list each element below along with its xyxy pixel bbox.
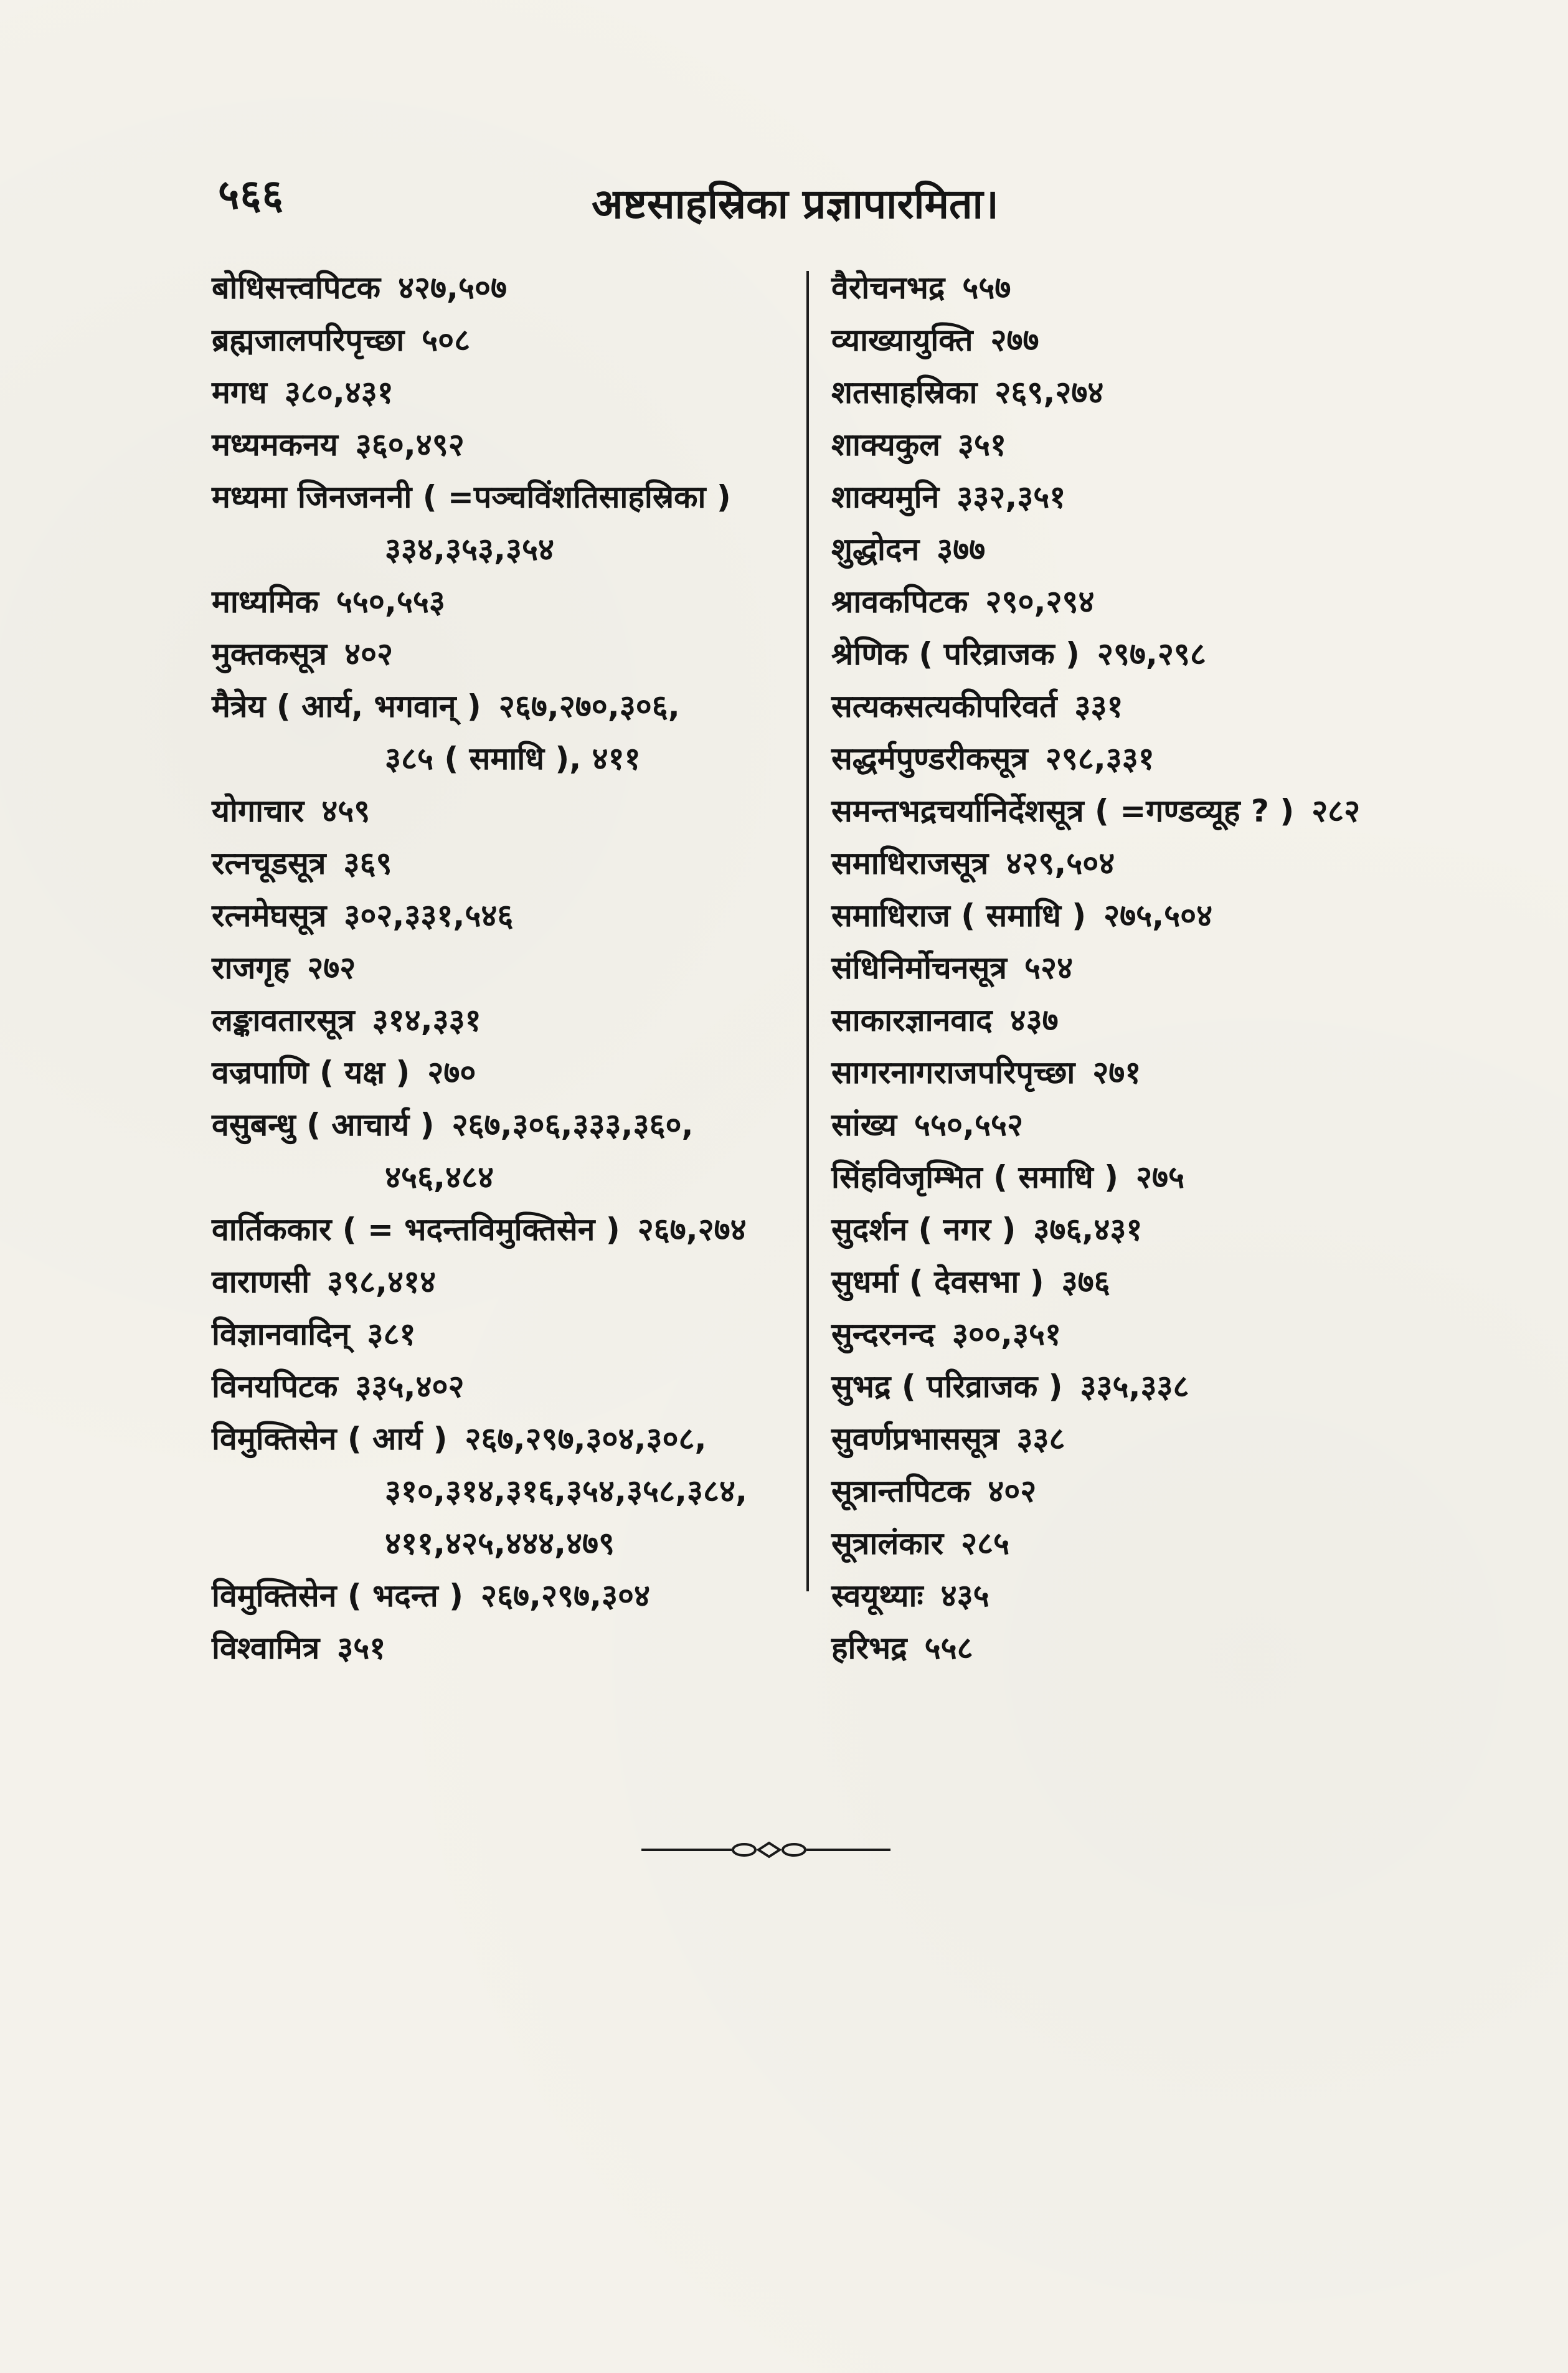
index-entry: [831, 1308, 1460, 1360]
entry-term: सद्धर्मपुण्डरीकसूत्र: [831, 741, 1028, 777]
entry-term: मगध: [212, 374, 267, 410]
entry-refs: २६७,२७०,३०६,: [498, 688, 680, 724]
entry-refs: २९७,२९८: [1097, 636, 1206, 672]
index-right-column: [831, 262, 1460, 1674]
entry-refs: ३५१: [958, 427, 1006, 463]
index-entry: [831, 366, 1460, 419]
entry-refs: ३८५ ( समाधि ), ४११: [385, 741, 641, 777]
entry-term: श्रावकपिटक: [831, 584, 968, 620]
entry-term: सुदर्शन ( नगर ): [831, 1211, 1016, 1248]
entry-term: वाराणसी: [212, 1264, 310, 1300]
index-entry: [212, 1622, 785, 1674]
entry-term: मध्यमकनय: [212, 427, 338, 463]
entry-refs: ३५१: [337, 1630, 386, 1666]
entry-term: माध्यमिक: [212, 584, 319, 620]
index-entry: [212, 1413, 785, 1465]
index-entry: [831, 732, 1460, 785]
entry-term: वार्तिककार ( = भदन्तविमुक्तिसेन ): [212, 1211, 620, 1248]
index-entry-continuation: [212, 1465, 785, 1517]
entry-term: व्याख्यायुक्ति: [831, 322, 973, 358]
entry-refs: २७५: [1136, 1159, 1185, 1195]
entry-term: सिंहविजृम्भित ( समाधि ): [831, 1159, 1119, 1195]
entry-term: रत्नमेघसूत्र: [212, 898, 327, 934]
entry-term: वसुबन्धु ( आचार्य ): [212, 1107, 435, 1143]
entry-term: सुभद्र ( परिव्राजक ): [831, 1368, 1063, 1404]
entry-refs: २९०,२९४: [985, 584, 1095, 620]
index-entry: [831, 785, 1460, 837]
index-entry: [831, 1360, 1460, 1413]
index-entry: [831, 628, 1460, 680]
index-entry: [831, 1465, 1460, 1517]
index-entry: [831, 837, 1460, 889]
entry-term: सागरनागराजपरिपृच्छा: [831, 1054, 1075, 1091]
entry-term: स्वयूथ्याः: [831, 1578, 923, 1614]
entry-term: समन्तभद्रचर्यानिर्देशसूत्र ( =गण्डव्यूह ? ): [831, 793, 1295, 829]
index-left-column: [212, 262, 785, 1674]
entry-refs: २६७,३०६,३३३,३६०,: [451, 1107, 694, 1143]
index-entry: [212, 471, 785, 523]
entry-term: समाधिराज ( समाधि ): [831, 898, 1087, 934]
index-entry: [831, 994, 1460, 1046]
index-entry: [831, 1256, 1460, 1308]
entry-refs: ५०८: [422, 322, 471, 358]
entry-term: विमुक्तिसेन ( आर्य ): [212, 1421, 448, 1457]
entry-term: समाधिराजसूत्र: [831, 845, 989, 881]
entry-term: विनयपिटक: [212, 1368, 338, 1404]
column-divider: [806, 271, 809, 1591]
entry-refs: ३९८,४१४: [327, 1264, 437, 1300]
entry-term: शाक्यकुल: [831, 427, 940, 463]
entry-refs: ४२७,५०७: [398, 270, 508, 306]
index-entry: [831, 1203, 1460, 1256]
index-entry: [212, 1308, 785, 1360]
index-entry: [831, 419, 1460, 471]
index-entry-continuation: [212, 1151, 785, 1203]
entry-refs: ३००,३५१: [952, 1316, 1061, 1352]
index-entry: [212, 1360, 785, 1413]
entry-term: संधिनिर्मोचनसूत्र: [831, 950, 1007, 986]
entry-refs: ४५९: [321, 793, 371, 829]
entry-refs: ५५७: [962, 270, 1011, 306]
entry-refs: ४३७: [1009, 1002, 1059, 1038]
entry-refs: २९८,३३१: [1045, 741, 1155, 777]
entry-refs: ३७६: [1061, 1264, 1110, 1300]
entry-refs: २६९,२७४: [994, 374, 1104, 410]
entry-refs: २७०: [427, 1054, 476, 1091]
entry-refs: ३८१: [367, 1316, 416, 1352]
index-entry-continuation: [212, 1517, 785, 1570]
entry-term: रत्नचूडसूत्र: [212, 845, 326, 881]
entry-refs: ३०२,३३१,५४६: [344, 898, 514, 934]
entry-refs: ३३२,३५१: [956, 479, 1066, 515]
entry-refs: २६७,२७४: [637, 1211, 747, 1248]
entry-term: ब्रह्मजालपरिपृच्छा: [212, 322, 405, 358]
entry-term: शाक्यमुनि: [831, 479, 940, 515]
entry-term: शतसाहस्रिका: [831, 374, 978, 410]
running-title: अष्टसाहस्रिका प्रज्ञापारमिता।: [592, 180, 999, 228]
entry-refs: २८२: [1311, 793, 1361, 829]
entry-term: विमुक्तिसेन ( भदन्त ): [212, 1578, 463, 1614]
entry-refs: ३३८: [1016, 1421, 1065, 1457]
index-entry: [831, 1099, 1460, 1151]
entry-term: सूत्रान्तपिटक: [831, 1473, 971, 1509]
entry-refs: ३३५,४०२: [355, 1368, 465, 1404]
entry-term: सुवर्णप्रभाससूत्र: [831, 1421, 999, 1457]
entry-refs: ३६९: [343, 845, 392, 881]
entry-refs: ५२४: [1024, 950, 1073, 986]
entry-refs: २७२: [307, 950, 356, 986]
entry-term: सत्यकसत्यकीपरिवर्त: [831, 688, 1057, 724]
index-entry: [212, 314, 785, 366]
index-entry: [831, 314, 1460, 366]
entry-term: राजगृह: [212, 950, 290, 986]
index-entry: [831, 1413, 1460, 1465]
index-entry: [212, 680, 785, 732]
entry-refs: २७१: [1092, 1054, 1141, 1091]
entry-term: हरिभद्र: [831, 1630, 907, 1666]
entry-term: मुक्तकसूत्र: [212, 636, 327, 672]
entry-refs: ३७७: [937, 531, 986, 567]
entry-term: सुन्दरनन्द: [831, 1316, 935, 1352]
entry-refs: २७७: [990, 322, 1039, 358]
entry-refs: २७५,५०४: [1103, 898, 1213, 934]
index-entry: [212, 419, 785, 471]
entry-term: सूत्रालंकार: [831, 1525, 944, 1561]
entry-refs: ४२९,५०४: [1006, 845, 1115, 881]
entry-term: वैरोचनभद्र: [831, 270, 945, 306]
entry-refs: ४५६,४८४: [385, 1159, 494, 1195]
entry-refs: २८५: [961, 1525, 1010, 1561]
entry-refs: ४०२: [344, 636, 393, 672]
entry-refs: २६७,२९७,३०४: [480, 1578, 650, 1614]
entry-term: मैत्रेय ( आर्य, भगवान् ): [212, 688, 481, 724]
entry-refs: ३३१: [1074, 688, 1123, 724]
index-entry: [212, 1099, 785, 1151]
index-entry: [212, 262, 785, 314]
entry-refs: ३१४,३३१: [372, 1002, 481, 1038]
entry-refs: ५५०,५५२: [914, 1107, 1023, 1143]
index-entry: [212, 837, 785, 889]
index-entry: [831, 1622, 1460, 1674]
index-entry: [831, 523, 1460, 575]
entry-refs: ४०२: [988, 1473, 1037, 1509]
index-entry: [212, 1570, 785, 1622]
entry-term: वज्रपाणि ( यक्ष ): [212, 1054, 410, 1091]
index-entry-continuation: [212, 732, 785, 785]
index-entry: [831, 575, 1460, 628]
index-entry: [831, 889, 1460, 942]
entry-refs: ४३५: [940, 1578, 989, 1614]
index-entry: [212, 1256, 785, 1308]
entry-refs: ५५०,५५३: [336, 584, 445, 620]
entry-term: विश्वामित्र: [212, 1630, 320, 1666]
entry-refs: ३३४,३५३,३५४: [385, 531, 554, 567]
entry-refs: २६७,२९७,३०४,३०८,: [465, 1421, 707, 1457]
index-entry: [212, 1203, 785, 1256]
index-entry: [831, 1046, 1460, 1099]
entry-refs: ५५८: [924, 1630, 973, 1666]
entry-refs: ३६०,४९२: [355, 427, 465, 463]
index-entry: [212, 1046, 785, 1099]
entry-term: सांख्य: [831, 1107, 897, 1143]
index-entry-continuation: [212, 523, 785, 575]
entry-term: लङ्कावतारसूत्र: [212, 1002, 355, 1038]
index-entry: [831, 1151, 1460, 1203]
index-entry: [831, 1517, 1460, 1570]
entry-refs: ३१०,३१४,३१६,३५४,३५८,३८४,: [385, 1473, 747, 1509]
index-entry: [212, 785, 785, 837]
index-entry: [212, 994, 785, 1046]
entry-term: शुद्धोदन: [831, 531, 920, 567]
entry-term: साकारज्ञानवाद: [831, 1002, 993, 1038]
index-entry: [831, 680, 1460, 732]
entry-refs: ३३५,३३८: [1080, 1368, 1189, 1404]
entry-term: मध्यमा जिनजननी ( =पञ्चविंशतिसाहस्रिका ): [212, 479, 731, 515]
index-entry: [212, 575, 785, 628]
index-entry: [212, 628, 785, 680]
index-entry: [212, 889, 785, 942]
entry-term: विज्ञानवादिन्: [212, 1316, 350, 1352]
entry-refs: ३७६,४३१: [1033, 1211, 1143, 1248]
entry-term: बोधिसत्त्वपिटक: [212, 270, 381, 306]
index-entry: [831, 1570, 1460, 1622]
entry-refs: ४११,४२५,४४४,४७९: [385, 1525, 615, 1561]
entry-term: सुधर्मा ( देवसभा ): [831, 1264, 1044, 1300]
index-entry: [831, 471, 1460, 523]
entry-term: योगाचार: [212, 793, 305, 829]
index-entry: [212, 942, 785, 994]
page-number: ५६६: [218, 171, 284, 219]
index-entry: [831, 262, 1460, 314]
entry-refs: ३८०,४३१: [284, 374, 394, 410]
index-entry: [212, 366, 785, 419]
entry-term: श्रेणिक ( परिव्राजक ): [831, 636, 1080, 672]
index-entry: [831, 942, 1460, 994]
closing-ornament-icon: [641, 1834, 890, 1865]
